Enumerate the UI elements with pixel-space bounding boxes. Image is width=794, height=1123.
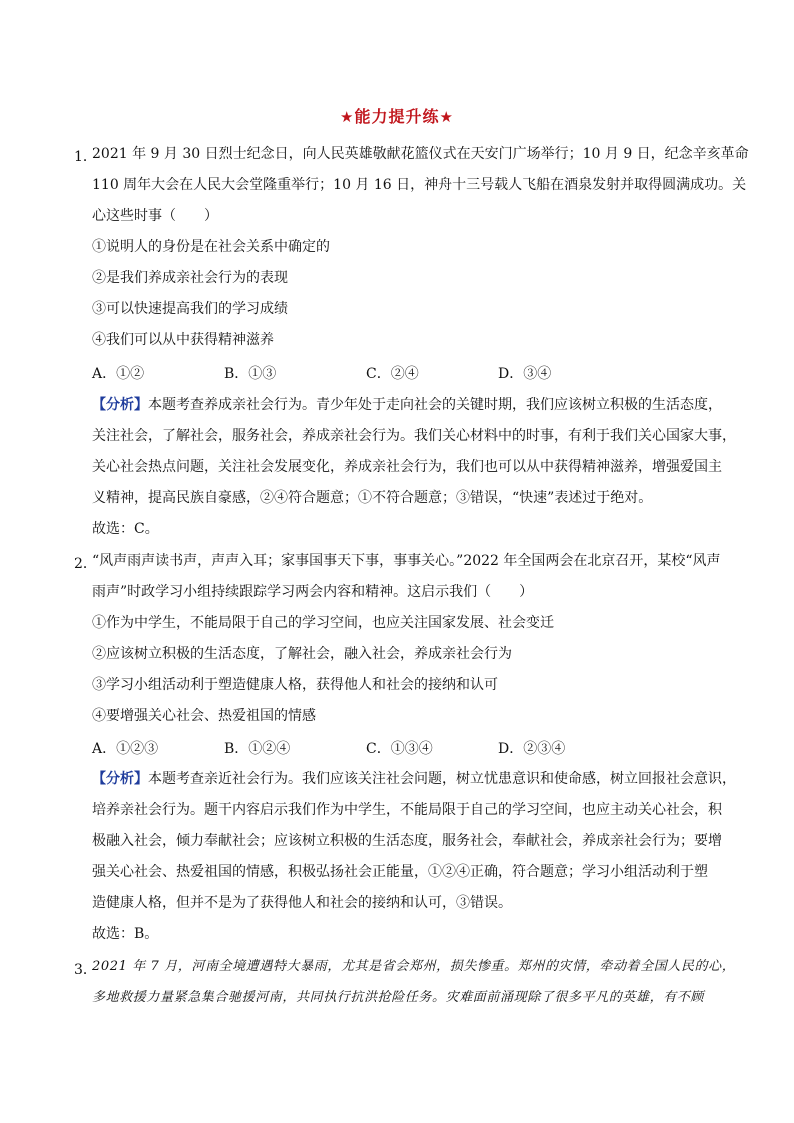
- question-1-statement: ②是我们养成亲社会行为的表现: [92, 270, 288, 286]
- question-1-stem-line: 心这些时事（ ）: [92, 208, 218, 224]
- question-1-statement: ④我们可以从中获得精神滋养: [92, 332, 274, 348]
- question-2-option-c: C．①③④: [366, 741, 433, 757]
- question-2-stem-line: “风声雨声读书声，声声入耳；家事国事天下事，事事关心。”2022 年全国两会在北京召开，某校“风声: [92, 553, 721, 569]
- analysis-tag: 【分析】: [92, 771, 148, 787]
- question-2-stem-line: 雨声”时政学习小组持续跟踪学习两会内容和精神。这启示我们（ ）: [92, 584, 534, 600]
- analysis-tag: 【分析】: [92, 397, 148, 413]
- question-2-analysis-line: 【分析】本题考查亲近社会行为。我们应该关注社会问题，树立忧患意识和使命感，树立回报社会意识，: [92, 771, 736, 787]
- question-3-stem-line: 多地救援力量紧急集合驰援河南，共同执行抗洪抢险任务。灾难面前涌现除了很多平凡的英雄，有不顾: [92, 990, 705, 1005]
- question-1-option-c: C．②④: [366, 366, 419, 382]
- question-2-statement: ③学习小组活动利于塑造健康人格，获得他人和社会的接纳和认可: [92, 677, 498, 693]
- question-3-stem-line: 2021 年 7 月，河南全境遭遇特大暴雨，尤其是省会郑州，损失惨重。郑州的灾情，牵动着全国人民的心，: [92, 959, 736, 974]
- question-2-statement: ①作为中学生，不能局限于自己的学习空间，也应关注国家发展、社会变迁: [92, 615, 554, 631]
- question-2-answer: 故选：B。: [92, 926, 159, 942]
- question-1-option-d: D．③④: [498, 366, 552, 382]
- question-1-statement: ③可以快速提高我们的学习成绩: [92, 301, 288, 317]
- question-1-statement: ①说明人的身份是在社会关系中确定的: [92, 239, 330, 255]
- question-2-analysis-line: 造健康人格，但并不是为了获得他人和社会的接纳和认可，③错误。: [92, 895, 512, 911]
- section-title: [0, 104, 794, 127]
- question-2-option-a: A．①②③: [92, 741, 159, 757]
- section-title-text: 能力提升练: [354, 107, 440, 126]
- question-2-analysis-line: 培养亲社会行为。题干内容启示我们作为中学生，不能局限于自己的学习空间，也应主动关心社会，积: [92, 802, 722, 818]
- question-1-stem-line: 110 周年大会在人民大会堂隆重举行；10 月 16 日，神舟十三号载人飞船在酒泉发射并取得圆满成功。关: [92, 177, 747, 193]
- question-1-analysis-line: 义精神，提高民族自豪感，②④符合题意；①不符合题意；③错误，“快速”表述过于绝对。: [92, 490, 653, 506]
- question-1-analysis-line: 关注社会，了解社会，服务社会，养成亲社会行为。我们关心材料中的时事，有利于我们关心国家大事，: [92, 428, 736, 444]
- question-3-number: 3．: [74, 962, 97, 978]
- question-1-analysis-line: 关心社会热点问题，关注社会发展变化，养成亲社会行为，我们也可以从中获得精神滋养，增强爱国主: [92, 459, 722, 475]
- star-icon: ★: [439, 108, 454, 126]
- question-2-option-d: D．②③④: [498, 741, 566, 757]
- question-1-option-b: B．①③: [224, 366, 277, 382]
- question-1-option-a: A．①②: [92, 366, 145, 382]
- question-1-answer: 故选：C。: [92, 521, 159, 537]
- question-1-analysis-line: 【分析】本题考查养成亲社会行为。青少年处于走向社会的关键时期，我们应该树立积极的生活态度，: [92, 397, 722, 413]
- question-2-number: 2．: [74, 556, 97, 572]
- question-2-analysis-line: 强关心社会、热爱祖国的情感，积极弘扬社会正能量，①②④正确，符合题意；学习小组活动利于塑: [92, 864, 708, 880]
- question-1-number: 1．: [74, 149, 97, 165]
- question-2-option-b: B．①②④: [224, 741, 291, 757]
- question-2-statement: ④要增强关心社会、热爱祖国的情感: [92, 708, 316, 724]
- star-icon: ★: [340, 108, 355, 126]
- question-1-stem-line: 2021 年 9 月 30 日烈士纪念日，向人民英雄敬献花篮仪式在天安门广场举行；10 月 9 日，纪念辛亥革命: [92, 146, 749, 162]
- question-2-analysis-line: 极融入社会，倾力奉献社会；应该树立积极的生活态度，服务社会，奉献社会，养成亲社会行为；要增: [92, 833, 722, 849]
- question-2-statement: ②应该树立积极的生活态度，了解社会，融入社会，养成亲社会行为: [92, 646, 512, 662]
